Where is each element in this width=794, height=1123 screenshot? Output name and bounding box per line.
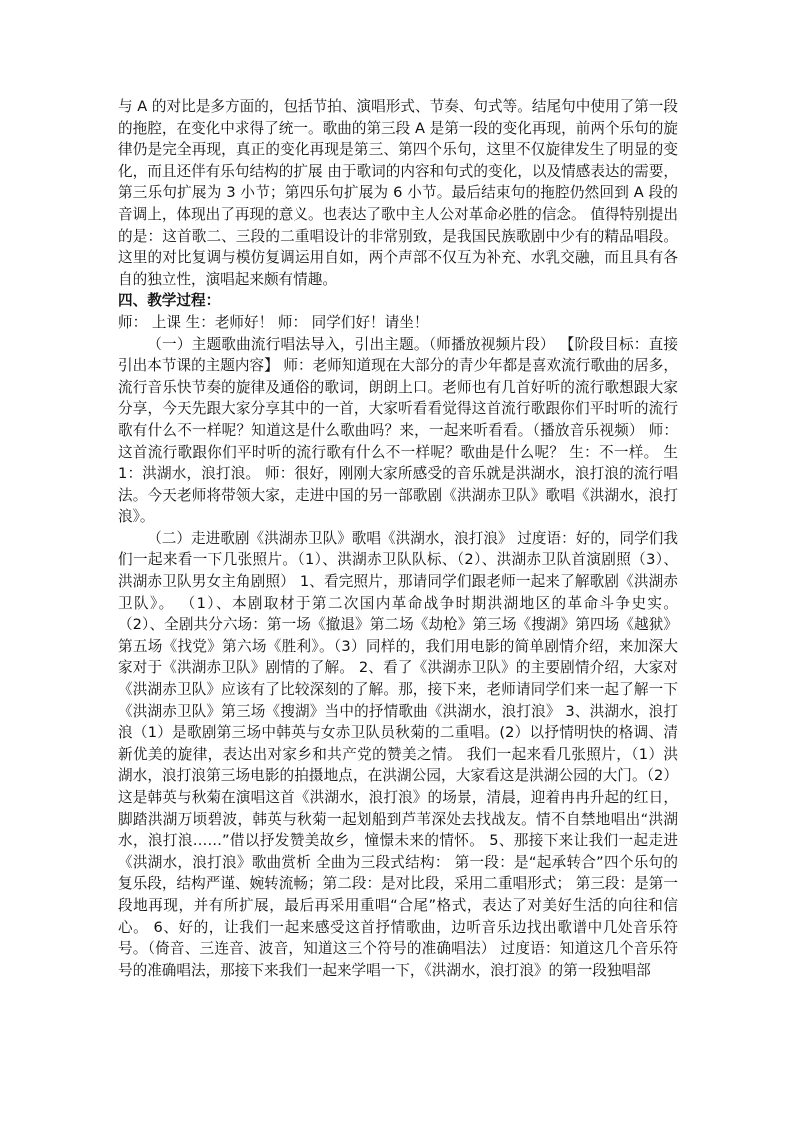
paragraph-part-two: （二）走进歌剧《洪湖赤卫队》歌唱《洪湖水，浪打浪》 过度语：好的，同学们我们一起来看一下几张照片。（1）、洪湖赤卫队队标、（2）、洪湖赤卫队首演剧照（3）、洪湖赤卫队男女主角剧照） 1、看完照片，那请同学们跟老师一起来了解歌剧《洪湖赤卫队》。 （1）、本剧取材于第二次国内革命战争时期洪湖地区的革命斗争史实。 （2）、全剧共分六场：第一场《撤退》第二场《劫枪》第三场《搜湖》第四场《越狱》第五场《找党》第六场《胜利》。（3）同样的，我们用电影的简单剧情介绍，来加深大家对于《洪湖赤卫队》剧情的了解。 2、看了《洪湖赤卫队》的主要剧情介绍，大家对《洪湖赤卫队》应该有了比较深刻的了解。那，接下来，老师请同学们来一起了解一下《洪湖赤卫队》第三场《搜湖》当中的抒情歌曲《洪湖水，浪打浪》 3、洪湖水，浪打浪（1）是歌剧第三场中韩英与女赤卫队员秋菊的二重唱。(2）以抒情明快的格调、清新优美的旋律，表达出对家乡和共产党的赞美之情。 我们一起来看几张照片，（1）洪湖水，浪打浪第三场电影的拍摄地点，在洪湖公园，大家看这是洪湖公园的大门。（2）这是韩英与秋菊在演唱这首《洪湖水，浪打浪》的场景，清晨，迎着冉冉升起的红日，脚踏洪湖万顷碧波，韩英与秋菊一起划船到芦苇深处去找战友。情不自禁地唱出“洪湖水，浪打浪……”借以抒发赞美故乡，憧憬未来的情怀。 5、那接下来让我们一起走进《洪湖水，浪打浪》歌曲赏析 全曲为三段式结构： 第一段：是“起承转合”四个乐句的复乐段，结构严谨、婉转流畅；第二段：是对比段，采用二重唱形式； 第三段：是第一段地再现，并有所扩展，最后再采用重唱“合尾”格式，表达了对美好生活的向往和信心。 6、好的，让我们一起来感受这首抒情歌曲，边听音乐边找出歌谱中几处音乐符号。（倚音、三连音、波音，知道这三个符号的准确唱法） 过度语：知道这几个音乐符号的准确唱法，那接下来我们一起来学唱一下，《洪湖水，浪打浪》的第一段独唱部: [118, 529, 678, 979]
document-body: [118, 96, 678, 981]
paragraph-part-one: （一）主题歌曲流行唱法导入，引出主题。（师播放视频片段） 【阶段目标：直接引出本节课的主题内容】 师：老师知道现在大部分的青少年都是喜欢流行歌曲的居多，流行音乐快节奏的旋律及通俗的歌词，朗朗上口。老师也有几首好听的流行歌想跟大家分享，今天先跟大家分享其中的一首，大家听看看觉得这首流行歌跟你们平时听的流行歌有什么不一样呢？知道这是什么歌曲吗？来，一起来听看看。（播放音乐视频） 师：这首流行歌跟你们平时听的流行歌有什么不一样呢？歌曲是什么呢？ 生：不一样。 生 1：洪湖水，浪打浪。 师：很好，刚刚大家所感受的音乐就是洪湖水，浪打浪的流行唱法。今天老师将带领大家，走进中国的另一部歌剧《洪湖赤卫队》歌唱《洪湖水，浪打浪》。: [118, 335, 678, 526]
paragraph-greeting: 师： 上课 生：老师好！ 师： 同学们好！请坐！: [118, 313, 429, 331]
section-heading-teaching-process: 四、教学过程：: [118, 292, 221, 310]
paragraph-analysis: 与 A 的对比是多方面的，包括节拍、演唱形式、节奏、句式等。结尾句中使用了第一段的拖腔，在变化中求得了统一。歌曲的第三段 A 是第一段的变化再现，前两个乐句的旋律仍是完全再现，真正的变化再现是第三、第四个乐句，这里不仅旋律发生了明显的变化，而且还伴有乐句结构的扩展 由于歌词的内容和句式的变化，以及情感表达的需要，第三乐句扩展为 3 小节；第四乐句扩展为 6 小节。最后结束句的拖腔仍然回到 A 段的音调上，体现出了再现的意义。也表达了歌中主人公对革命必胜的信念。 值得特别提出的是：这首歌二、三段的二重唱设计的非常别致，是我国民族歌剧中少有的精品唱段。这里的对比复调与模仿复调运用自如，两个声部不仅互为补充、水乳交融，而且具有各自的独立性，演唱起来颇有情趣。: [118, 98, 678, 288]
